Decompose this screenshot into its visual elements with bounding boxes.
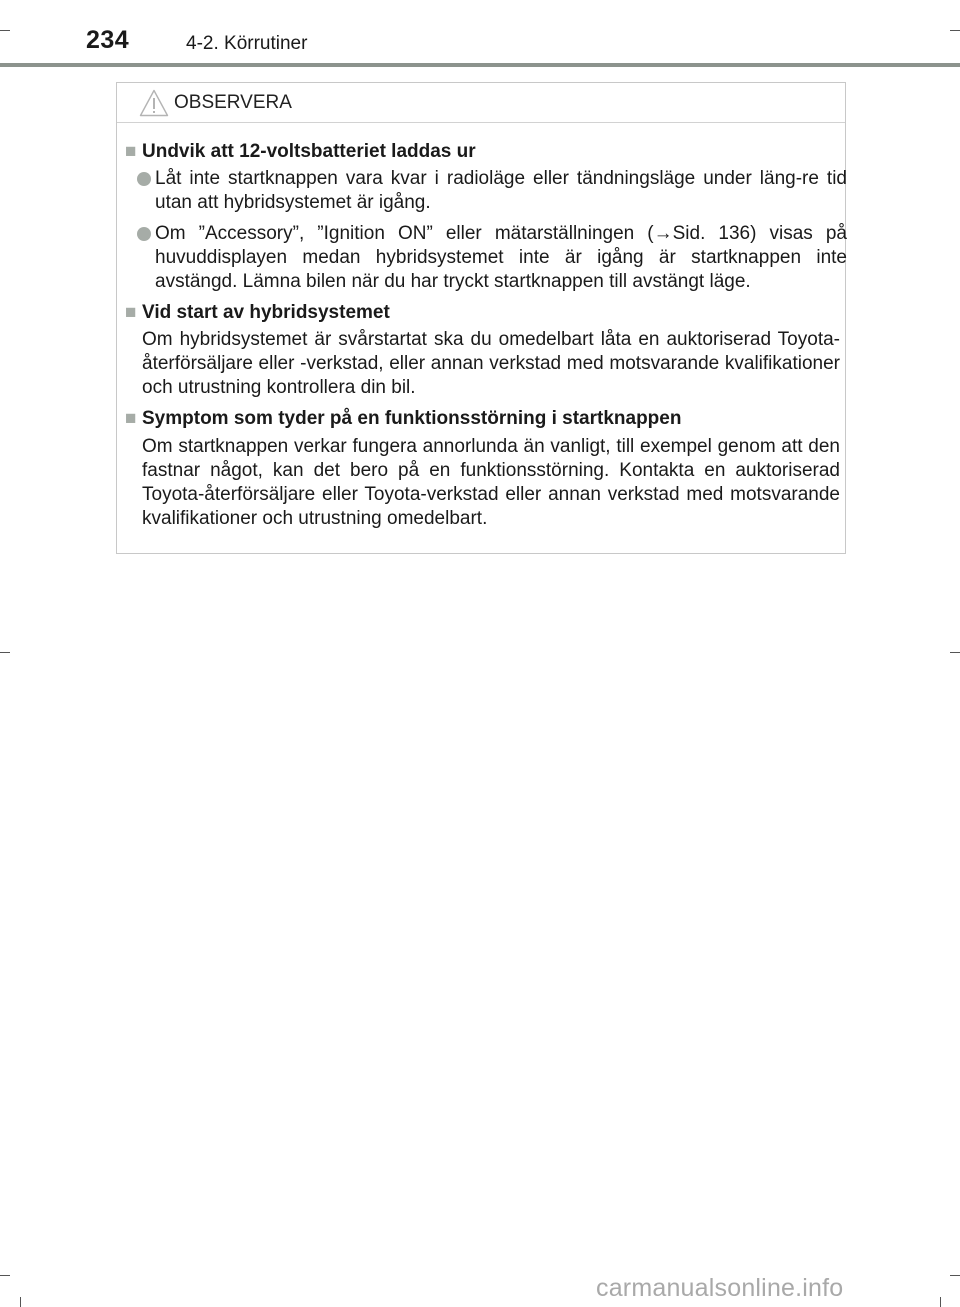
warning-triangle-icon [139, 89, 169, 117]
section-title: 4-2. Körrutiner [186, 33, 308, 54]
round-bullet-icon [137, 227, 151, 241]
square-bullet-icon: ■ [125, 141, 137, 162]
crop-mark [20, 1297, 21, 1307]
crop-mark [0, 652, 10, 653]
watermark: carmanualsonline.info [596, 1274, 844, 1302]
caution-title: OBSERVERA [174, 92, 292, 113]
bullet-text: Låt inte startknappen vara kvar i radioläge eller tändningsläge under läng-re tid utan att hybridsystemet är igång. [155, 168, 847, 213]
round-bullet-icon [137, 172, 151, 186]
bullet-text: Om ”Accessory”, ”Ignition ON” eller mätarställningen (→Sid. 136) visas på huvuddisplayen medan hybridsystemet inte är igång är startknappen inte avstängd. Lämna bilen när du har tryckt startknappen till avstängt läge. [155, 223, 847, 292]
caution-box [116, 82, 846, 554]
body-text: Om startknappen verkar fungera annorlunda än vanligt, till exempel genom att den fastnar något, kan det bero på en funktionsstörning. Kontakta en auktoriserad Toyota-återförsäljare eller Toyota-verkstad eller annan verkstad med motsvarande kvalifikationer och utrustning omedelbart. [142, 436, 840, 529]
crop-mark [940, 1297, 941, 1307]
caution-header [117, 83, 845, 123]
section-heading: Undvik att 12-voltsbatteriet laddas ur [142, 141, 476, 162]
page-number: 234 [86, 26, 130, 54]
page-header [0, 0, 960, 70]
crop-mark [950, 652, 960, 653]
body-text: Om hybridsystemet är svårstartat ska du omedelbart låta en auktoriserad Toyota-återförsäljare eller -verkstad, eller annan verkstad med motsvarande kvalifikationer och utrustning kontrollera din bil. [142, 329, 840, 398]
header-rule [0, 63, 960, 67]
crop-mark [0, 1275, 10, 1276]
square-bullet-icon: ■ [125, 302, 137, 323]
crop-mark [950, 1275, 960, 1276]
section-heading: Vid start av hybridsystemet [142, 302, 390, 323]
square-bullet-icon: ■ [125, 408, 137, 429]
section-heading: Symptom som tyder på en funktionsstörning i startknappen [142, 408, 682, 429]
